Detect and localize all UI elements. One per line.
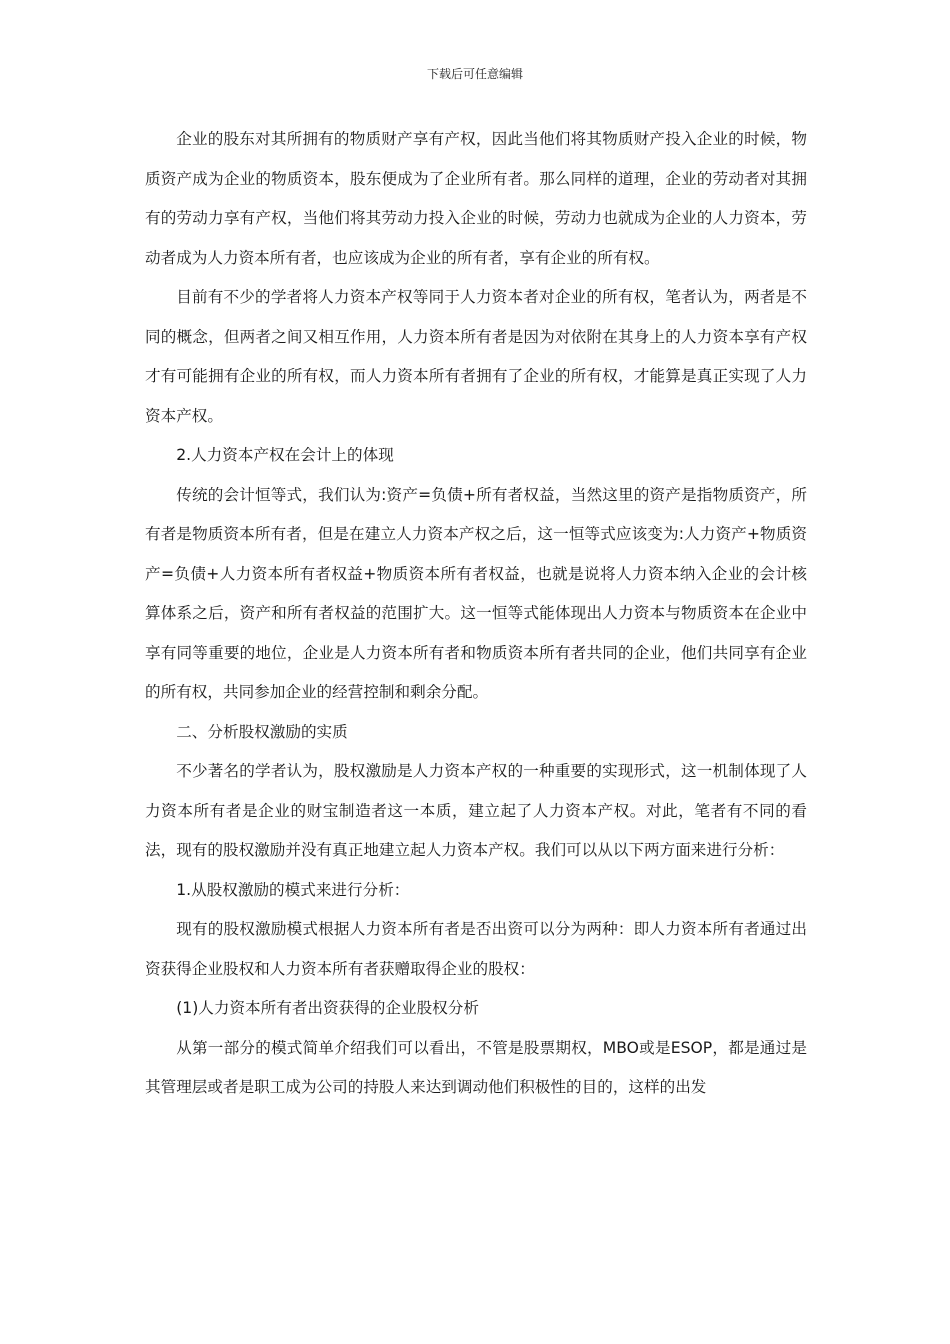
paragraph: 不少著名的学者认为，股权激励是人力资本产权的一种重要的实现形式，这一机制体现了人力资本所有者是企业的财宝制造者这一本质，建立起了人力资本产权。对此，笔者有不同的看法，现有的股权激励并没有真正地建立起人力资本产权。我们可以从以下两方面来进行分析： [145, 762, 807, 859]
paragraph: 企业的股东对其所拥有的物质财产享有产权，因此当他们将其物质财产投入企业的时候，物质资产成为企业的物质资本，股东便成为了企业所有者。那么同样的道理，企业的劳动者对其拥有的劳动力享有产权，当他们将其劳动力投入企业的时候，劳动力也就成为企业的人力资本，劳动者成为人力资本所有者，也应该成为企业的所有者，享有企业的所有权。 [145, 130, 807, 267]
section-heading: 1.从股权激励的模式来进行分析： [176, 880, 410, 899]
paragraph: 目前有不少的学者将人力资本产权等同于人力资本者对企业的所有权，笔者认为，两者是不同的概念，但两者之间又相互作用，人力资本所有者是因为对依附在其身上的人力资本享有产权才有可能拥有企业的所有权，而人力资本所有者拥有了企业的所有权，才能算是真正实现了人力资本产权。 [145, 288, 807, 425]
document-body [145, 120, 807, 1108]
section-heading: 2.人力资本产权在会计上的体现 [176, 446, 394, 464]
paragraph: 传统的会计恒等式，我们认为:资产=负债+所有者权益，当然这里的资产是指物质资产，所有者是物质资本所有者，但是在建立人力资本产权之后，这一恒等式应该变为:人力资产+物质资产=负债+人力资本所有者权益+物质资本所有者权益，也就是说将人力资本纳入企业的会计核算体系之后，资产和所有者权益的范围扩大。这一恒等式能体现出人力资本与物质资本在企业中享有同等重要的地位，企业是人力资本所有者和物质资本所有者共同的企业，他们共同享有企业的所有权，共同参加企业的经营控制和剩余分配。 [145, 485, 807, 701]
paragraph: 现有的股权激励模式根据人力资本所有者是否出资可以分为两种：即人力资本所有者通过出资获得企业股权和人力资本所有者获赠取得企业的股权： [145, 920, 807, 978]
page-header: 下载后可任意编辑 [426, 67, 523, 81]
paragraph: 从第一部分的模式简单介绍我们可以看出，不管是股票期权，MBO或是ESOP，都是通过是其管理层或者是职工成为公司的持股人来达到调动他们积极性的目的，这样的出发 [145, 1038, 807, 1096]
section-heading: 二、分析股权激励的实质 [176, 722, 348, 741]
subsection-heading: (1)人力资本所有者出资获得的企业股权分析 [176, 999, 479, 1017]
